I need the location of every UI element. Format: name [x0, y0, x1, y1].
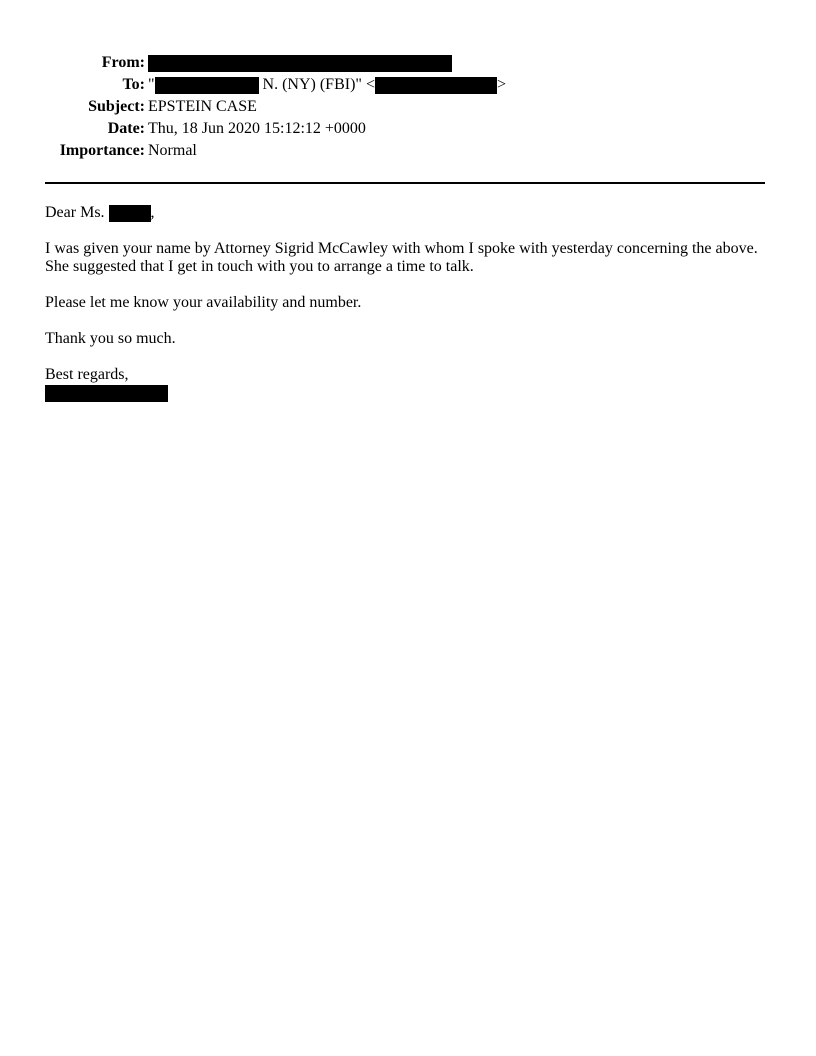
header-divider — [45, 182, 765, 184]
to-value — [148, 74, 506, 96]
from-label: From: — [101, 54, 145, 71]
greeting — [45, 204, 775, 222]
redaction-block — [375, 77, 497, 94]
to-name-text: N. (NY) (FBI)" < — [258, 76, 375, 93]
subject-value: EPSTEIN CASE — [148, 98, 257, 115]
date-label: Date: — [107, 120, 145, 137]
closing-text: Best regards, — [45, 366, 129, 383]
redaction-block — [109, 205, 151, 222]
from-row — [0, 52, 816, 74]
email-body — [45, 204, 775, 420]
paragraph-1 — [45, 240, 775, 276]
date-value: Thu, 18 Jun 2020 15:12:12 +0000 — [148, 120, 366, 137]
date-row — [0, 118, 816, 140]
email-header — [0, 52, 816, 162]
subject-label: Subject: — [88, 98, 145, 115]
greeting-punct: , — [150, 204, 155, 221]
to-prefix: " — [148, 76, 155, 93]
signature — [45, 366, 775, 402]
subject-row — [0, 96, 816, 118]
paragraph-3: Thank you so much. — [45, 330, 176, 347]
greeting-text: Dear Ms. — [45, 204, 109, 221]
importance-label: Importance: — [59, 142, 145, 159]
to-label: To: — [122, 76, 145, 93]
to-row — [0, 74, 816, 96]
importance-value: Normal — [148, 142, 197, 159]
to-suffix: > — [496, 76, 506, 93]
redaction-block — [45, 385, 168, 402]
paragraph-2: Please let me know your availability and number. — [45, 294, 362, 311]
from-value — [148, 52, 452, 74]
paragraph-1-line-1: I was given your name by Attorney Sigrid McCawley with whom I spoke with yesterday concerning the above. — [45, 240, 758, 257]
paragraph-1-line-2: She suggested that I get in touch with you to arrange a time to talk. — [45, 258, 474, 275]
redaction-block — [155, 77, 259, 94]
redaction-block — [148, 55, 452, 72]
importance-row — [0, 140, 816, 162]
